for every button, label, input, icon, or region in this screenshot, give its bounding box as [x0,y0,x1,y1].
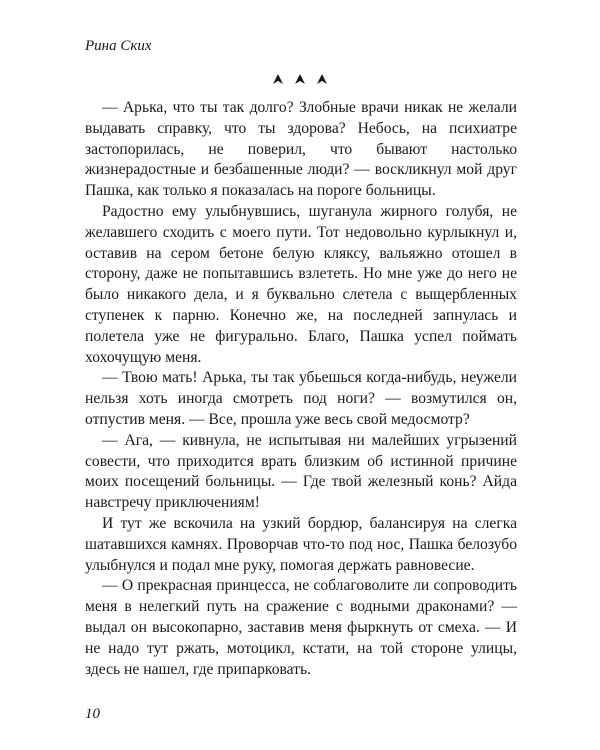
paragraph: — Ага, — кивнула, не испытывая ни малейших угрызений совести, что приходится врать близким об истинной причине моих посещений больницы. — Где твой железный конь? Айда навстречу приключениям! [85,431,517,512]
paragraph: И тут же вскочила на узкий бордюр, балансируя на слегка шатавшихся камнях. Проворчав что-то под нос, Пашка белозубо улыбнулся и подал мне руку, помогая держать равновесие. [85,514,517,574]
running-title: Рина Ских [85,38,152,54]
body-text [85,98,517,680]
paragraph: — Арька, что ты так долго? Злобные врачи никак не желали выдавать справку, что ты здорова? Небось, на психиатре застопорилась, не поверил, что бывают настолько жизнерадостные и безбашенные люди? — воскликнул мой друг Пашка, как только я показалась на пороге больницы. [85,99,517,200]
paragraph: — Твою мать! Арька, ты так убьешься когда-нибудь, неужели нельзя хоть иногда смотреть под ноги? — возмутился он, отпустив меня. — Все, прошла уже весь свой медосмотр? [85,369,517,428]
paragraph: Радостно ему улыбнувшись, шуганула жирного голубя, не желавшего сходить с моего пути. Тот недовольно курлыкнул и, оставив на сером бетоне белую кляксу, вальяжно отошел в сторону, даже не попытавшись взлететь. Но мне уже до него не было никакого дела, и я буквально слетела с выщербленных ступенек к парню. Конечно же, на последней запнулась и полетела уже не фигурально. Благо, Пашка успел поймать хохочущую меня. [85,202,517,366]
section-break-ornament [0,72,600,90]
page-number: 10 [85,706,100,722]
paragraph: — О прекрасная принцесса, не соблаговолите ли сопроводить меня в нелегкий путь на сражение с водными драконами? — выдал он высокопарно, заставив меня фыркнуть от смеха. — И не надо тут ржать, мотоцикл, кстати, на той стороне улицы, здесь не нашел, где припарковать. [85,577,517,678]
triple-arrow-ornament-icon [270,73,330,85]
